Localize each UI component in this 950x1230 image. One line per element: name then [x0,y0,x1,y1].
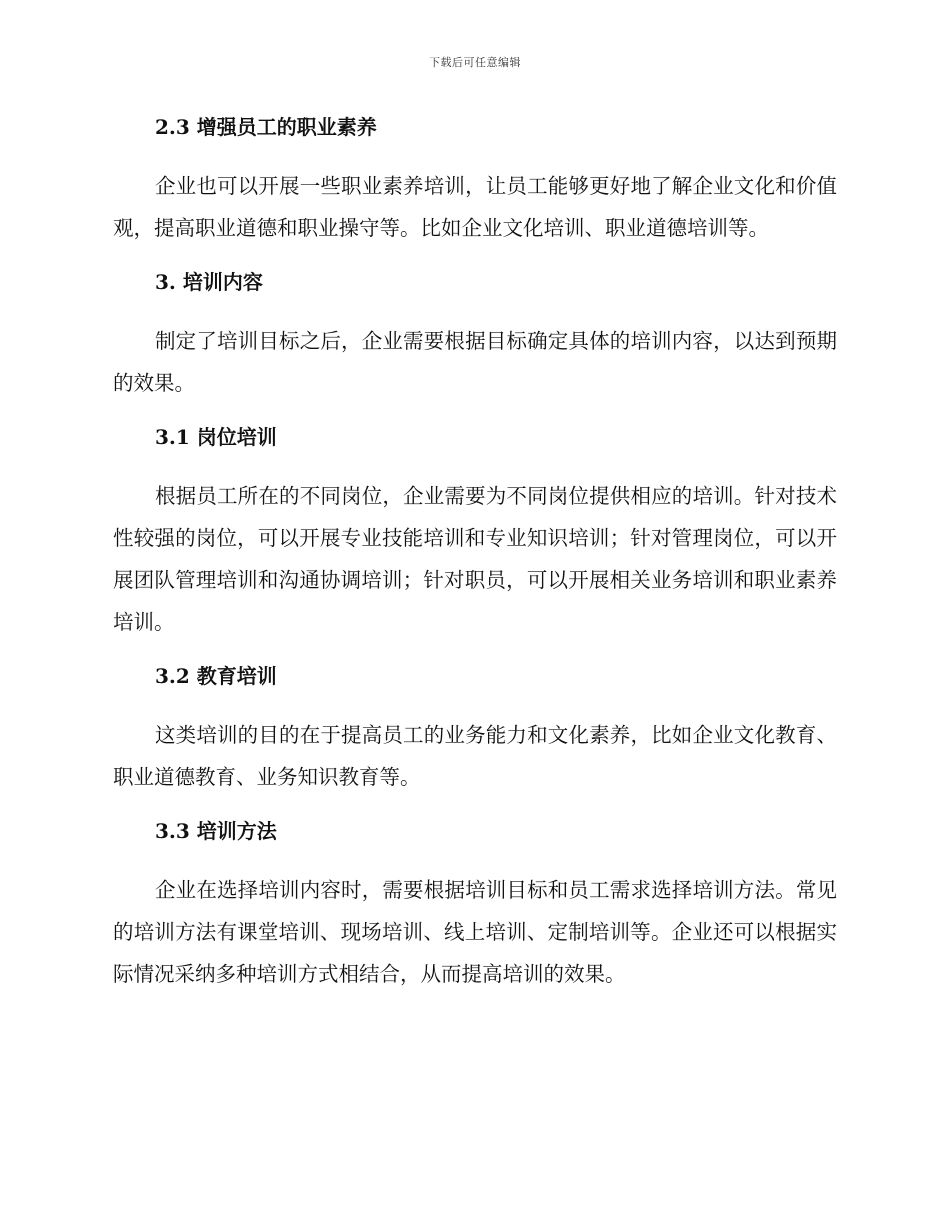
section-3-1 [113,420,837,643]
section-heading: 3.3 培训方法 [155,819,277,843]
section-paragraph: 根据员工所在的不同岗位，企业需要为不同岗位提供相应的培训。针对技术性较强的岗位，可以开展专业技能培训和专业知识培训；针对管理岗位，可以开展团队管理培训和沟通协调培训；针对职员，可以开展相关业务培训和职业素养培训。 [113,484,837,634]
section-paragraph: 企业在选择培训内容时，需要根据培训目标和员工需求选择培训方法。常见的培训方法有课堂培训、现场培训、线上培训、定制培训等。企业还可以根据实际情况采纳多种培训方式相结合，从而提高培训的效果。 [113,878,837,986]
section-paragraph: 制定了培训目标之后，企业需要根据目标确定具体的培训内容，以达到预期的效果。 [113,329,837,395]
page-header: 下载后可任意编辑 [429,56,521,69]
section-heading: 3. 培训内容 [155,270,263,294]
section-paragraph: 这类培训的目的在于提高员工的业务能力和文化素养，比如企业文化教育、职业道德教育、业务知识教育等。 [113,723,837,789]
section-3-3 [113,814,837,995]
section-paragraph: 企业也可以开展一些职业素养培训，让员工能够更好地了解企业文化和价值观，提高职业道德和职业操守等。比如企业文化培训、职业道德培训等。 [113,174,837,240]
section-heading: 2.3 增强员工的职业素养 [155,115,377,139]
section-3 [113,265,837,404]
document-body [113,110,837,995]
section-3-2 [113,659,837,798]
section-heading: 3.2 教育培训 [155,664,277,688]
section-heading: 3.1 岗位培训 [155,425,277,449]
section-2-3 [113,110,837,249]
